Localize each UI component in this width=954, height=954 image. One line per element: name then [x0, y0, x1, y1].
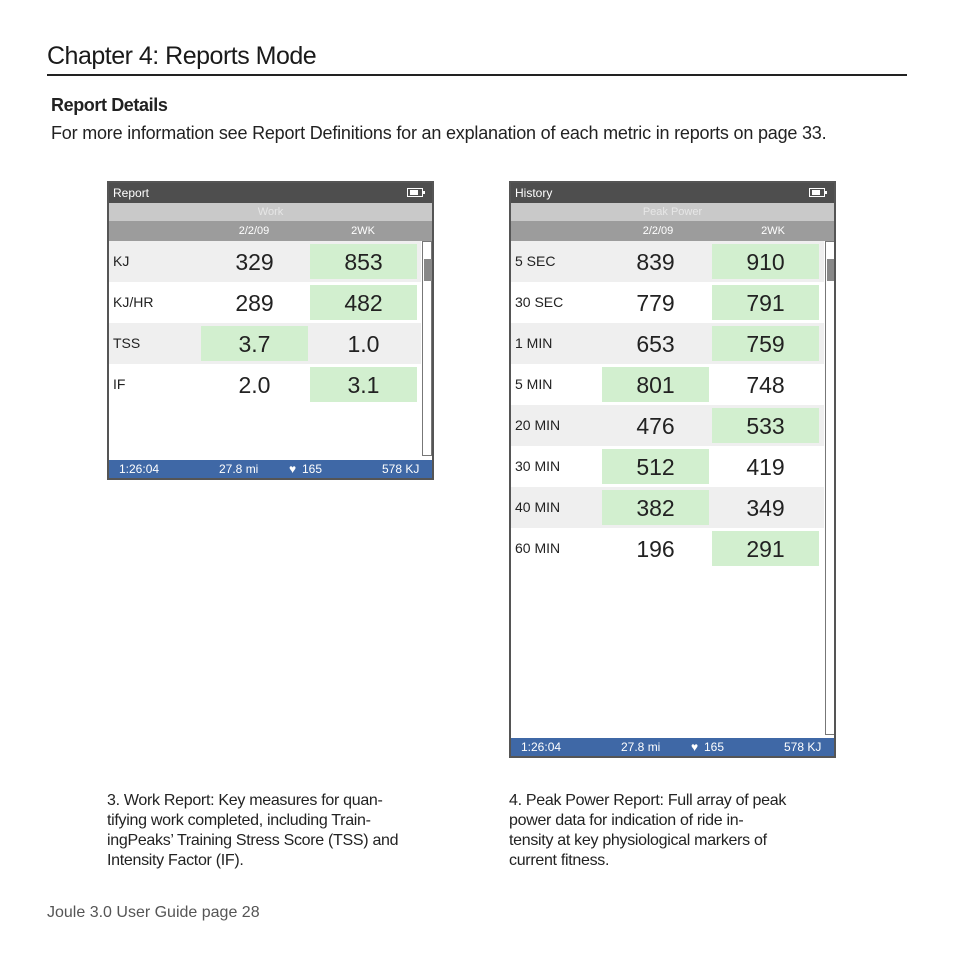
column-header-bar [109, 221, 432, 241]
battery-icon [809, 188, 825, 197]
value-2wk: 482 [310, 285, 417, 320]
scrollbar-thumb[interactable] [827, 259, 835, 281]
value-2wk: 759 [712, 326, 819, 361]
caption-line: tensity at key physiological markers of [509, 832, 767, 849]
peak-power-screen [509, 181, 836, 758]
value-current: 801 [602, 367, 709, 402]
caption-line: 3. Work Report: Key measures for quan- [107, 792, 383, 809]
table-row[interactable] [511, 405, 824, 446]
page-footer: Joule 3.0 User Guide page 28 [47, 904, 260, 921]
metric-label: 30 MIN [515, 458, 561, 474]
value-current: 779 [636, 290, 675, 316]
table-row[interactable] [511, 323, 824, 364]
table-row[interactable] [109, 241, 421, 282]
caption-line: current fitness. [509, 852, 610, 869]
column-header-2wk: 2WK [761, 225, 785, 237]
value-current: 289 [235, 290, 274, 316]
metric-label: 60 MIN [515, 540, 561, 556]
value-current: 476 [636, 413, 675, 439]
caption-line: ingPeaks’ Training Stress Score (TSS) and [107, 832, 399, 849]
report-subtitle: Peak Power [511, 203, 834, 221]
value-2wk: 1.0 [347, 331, 380, 357]
table-row[interactable] [511, 446, 824, 487]
table-row[interactable] [109, 282, 421, 323]
chapter-title: Chapter 4: Reports Mode [47, 42, 907, 76]
caption-line: power data for indication of ride in- [509, 812, 744, 829]
status-time: 1:26:04 [119, 462, 160, 476]
table-row[interactable] [511, 528, 824, 569]
table-row[interactable] [511, 282, 824, 323]
title-bar [511, 183, 834, 203]
metric-label: 5 SEC [515, 253, 556, 269]
value-2wk: 791 [712, 285, 819, 320]
value-current: 3.7 [201, 326, 308, 361]
metric-label: 5 MIN [515, 376, 553, 392]
value-current: 196 [636, 536, 675, 562]
metric-label: 30 SEC [515, 294, 564, 310]
metric-label: KJ [113, 253, 130, 269]
status-energy: 578 KJ [382, 462, 420, 476]
caption-line: 4. Peak Power Report: Full array of peak [509, 792, 787, 809]
value-current: 2.0 [238, 372, 271, 398]
screen-title: Report [113, 186, 150, 200]
metric-label: KJ/HR [113, 294, 154, 310]
table-row[interactable] [511, 364, 824, 405]
table-row[interactable] [511, 241, 824, 282]
metric-label: 40 MIN [515, 499, 561, 515]
status-distance: 27.8 mi [219, 462, 259, 476]
metric-label: TSS [113, 335, 141, 351]
status-time: 1:26:04 [521, 740, 562, 754]
value-2wk: 910 [712, 244, 819, 279]
table-row[interactable] [109, 364, 421, 405]
scrollbar-thumb[interactable] [424, 259, 432, 281]
metric-label: 1 MIN [515, 335, 553, 351]
intro-paragraph: For more information see Report Definitions for an explanation of each metric in reports on page 33. [51, 123, 827, 143]
value-2wk: 533 [712, 408, 819, 443]
metric-label: IF [113, 376, 126, 392]
title-bar [109, 183, 432, 203]
scrollbar[interactable] [825, 241, 835, 735]
value-current: 653 [636, 331, 675, 357]
status-bar [511, 738, 834, 756]
value-2wk: 748 [746, 372, 785, 398]
caption-line: Intensity Factor (IF). [107, 852, 244, 869]
value-2wk: 291 [712, 531, 819, 566]
value-2wk: 349 [746, 495, 785, 521]
column-header-date: 2/2/09 [238, 225, 270, 237]
value-2wk: 419 [746, 454, 785, 480]
section-heading: Report Details [51, 95, 168, 115]
report-subtitle: Work [109, 203, 432, 221]
table-row[interactable] [109, 323, 421, 364]
screen-title: History [515, 186, 553, 200]
status-distance: 27.8 mi [621, 740, 661, 754]
table-row[interactable] [511, 487, 824, 528]
status-bar [109, 460, 432, 478]
heart-icon: ♥ [691, 740, 699, 754]
status-heart-rate: 165 [302, 462, 323, 476]
work-report-caption [107, 791, 437, 871]
value-2wk: 853 [310, 244, 417, 279]
heart-icon: ♥ [289, 462, 297, 476]
status-energy: 578 KJ [784, 740, 822, 754]
metric-label: 20 MIN [515, 417, 561, 433]
column-header-bar [511, 221, 834, 241]
column-header-2wk: 2WK [351, 225, 375, 237]
value-current: 329 [235, 249, 274, 275]
peak-power-caption [509, 791, 839, 871]
value-2wk: 3.1 [310, 367, 417, 402]
work-report-screen [107, 181, 434, 480]
value-current: 512 [602, 449, 709, 484]
battery-icon [407, 188, 423, 197]
value-current: 839 [636, 249, 675, 275]
caption-line: tifying work completed, including Train- [107, 812, 371, 829]
column-header-date: 2/2/09 [642, 225, 674, 237]
value-current: 382 [602, 490, 709, 525]
status-heart-rate: 165 [704, 740, 725, 754]
scrollbar[interactable] [422, 241, 432, 456]
